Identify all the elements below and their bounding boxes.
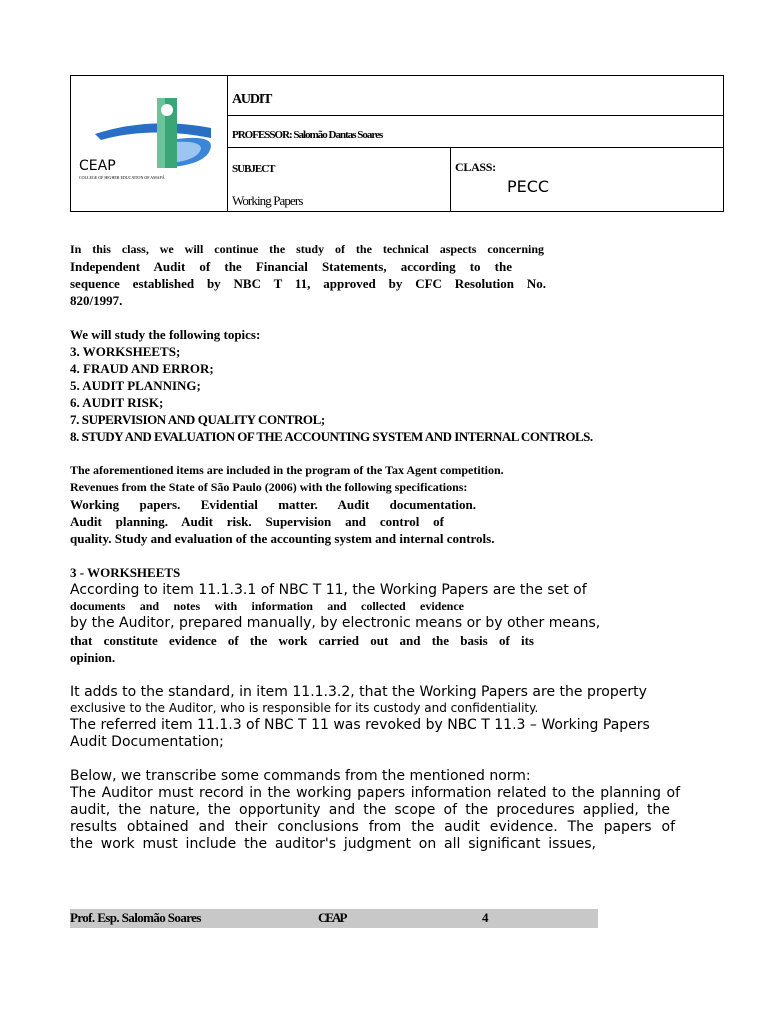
section-line: Below, we transcribe some commands from the mentioned norm:: [70, 768, 531, 784]
program-line: Revenues from the State of São Paulo (2006) with the following specifications:: [70, 480, 468, 494]
section-line: Audit Documentation;: [70, 734, 224, 750]
section-line: opinion.: [70, 650, 116, 665]
section-line: documents and notes with information and collected evidence: [70, 599, 464, 613]
section-line: results obtained and their conclusions from the audit evidence. The papers of: [70, 819, 675, 835]
topic-item: 3. WORKSHEETS;: [70, 344, 181, 359]
header-table: [70, 75, 724, 212]
topic-item: 7. SUPERVISION AND QUALITY CONTROL;: [70, 412, 325, 427]
intro-line: 820/1997.: [70, 293, 123, 308]
footer-org: CEAP: [318, 910, 346, 925]
class-value: PECC: [507, 177, 550, 196]
professor-name: PROFESSOR: Salomão Dantas Soares: [232, 129, 383, 141]
program-line: The aforementioned items are included in the program of the Tax Agent competition.: [70, 463, 504, 477]
intro-line: Independent Audit of the Financial Statements, according to the: [70, 259, 512, 274]
intro-line: In this class, we will continue the study of the technical aspects concerning: [70, 242, 544, 256]
section-line: exclusive to the Auditor, who is responsible for its custody and confidentiality.: [70, 701, 539, 715]
logo-cell: [71, 76, 228, 211]
class-label: CLASS:: [455, 160, 496, 174]
section-heading: 3 - WORKSHEETS: [70, 565, 181, 580]
section-line: that constitute evidence of the work carried out and the basis of its: [70, 633, 534, 648]
course-title: AUDIT: [232, 92, 272, 107]
topic-item: 4. FRAUD AND ERROR;: [70, 361, 214, 376]
page-number: 4: [482, 910, 488, 925]
topics-heading: We will study the following topics:: [70, 327, 261, 342]
intro-line: sequence established by NBC T 11, approved by CFC Resolution No.: [70, 276, 546, 291]
logo-text: CEAP: [79, 158, 116, 174]
section-line: The referred item 11.1.3 of NBC T 11 was revoked by NBC T 11.3 – Working Papers: [70, 717, 650, 733]
row-divider: [228, 115, 723, 116]
logo-subtext: COLLEGE OF HIGHER EDUCATION OF AMAPÁ: [79, 175, 165, 180]
page-footer: [70, 909, 598, 928]
section-line: the work must include the auditor's judgment on all significant issues,: [70, 836, 596, 852]
section-line: According to item 11.1.3.1 of NBC T 11, the Working Papers are the set of: [70, 582, 587, 598]
section-line: It adds to the standard, in item 11.1.3.2, that the Working Papers are the property: [70, 684, 647, 700]
subject-label: SUBJECT: [232, 163, 275, 175]
program-line: Audit planning. Audit risk. Supervision and control of: [70, 514, 444, 529]
footer-author: Prof. Esp. Salomão Soares: [70, 910, 201, 925]
column-divider: [450, 147, 451, 212]
topic-item: 5. AUDIT PLANNING;: [70, 378, 201, 393]
section-line: audit, the nature, the opportunity and the scope of the procedures applied, the: [70, 802, 670, 818]
program-line: quality. Study and evaluation of the accounting system and internal controls.: [70, 531, 495, 546]
row-divider: [228, 147, 723, 148]
section-line: The Auditor must record in the working papers information related to the planning of: [70, 785, 680, 801]
subject-value: Working Papers: [232, 193, 303, 208]
topic-item: 8. STUDY AND EVALUATION OF THE ACCOUNTING SYSTEM AND INTERNAL CONTROLS.: [70, 429, 593, 444]
program-line: Working papers. Evidential matter. Audit documentation.: [70, 497, 476, 512]
topic-item: 6. AUDIT RISK;: [70, 395, 164, 410]
section-line: by the Auditor, prepared manually, by electronic means or by other means,: [70, 615, 601, 631]
